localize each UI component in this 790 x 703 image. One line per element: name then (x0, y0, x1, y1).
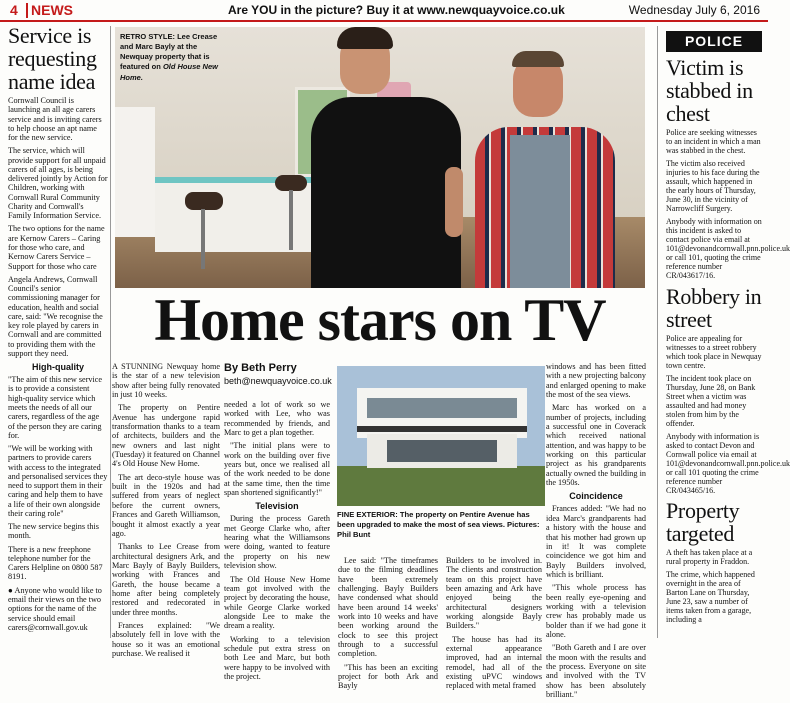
story-para: Thanks to Lee Crease from architectural designers Ark, and Marc Bayly of Bayly Builders, working with Frances and Gareth, the house became a home after being completely restored and redecorated in under three months. (112, 542, 220, 617)
left-para: Cornwall Council is launching an all age carers service and is inviting carers to help choose an apt name for the new service. (8, 96, 102, 143)
story-para: The property on Pentire Avenue has undergone rapid transformation thanks to a team of architects, builders and the new owners and last night (Tuesday) it featured on Channel 4's Old House New Home. (112, 403, 220, 469)
story-para: Lee said: "The timeframes due to the filming deadlines have been extremely challenging. Bayly Builders have condensed what should have been around 14 weeks' work into 10 weeks and have been working around the clock to see this project through to a successful completion. (338, 556, 438, 659)
left-headline: Service is requesting name idea (8, 23, 97, 94)
story-para: The house has had its external appearance improved, had an internal remodel, had all of the existing uPVC windows replaced with metal framed (446, 634, 542, 691)
police-para: Anybody with information is asked to contact Devon and Cornwall police via email at 101@devonandcornwall.pnn.police.uk or call 101 quoting the crime reference number CR/043465/16. (666, 431, 790, 495)
left-para: "The aim of this new service is to provide a consistent high-quality service which meets the needs of all our carers, regardless of the age of the person they are caring for. (8, 375, 103, 440)
column-rule (657, 26, 658, 638)
story-para: "The initial plans were to work on the building over five years but, once we realised all of the work needed to be done at the same time, then the time span shortened significantly!" (224, 441, 330, 498)
police-headline: Property targeted (666, 498, 740, 547)
police-para: Anybody with information on this incident is asked to contact police via email at 101@devonandcornwall.pnn.police.uk or call 101, quoting the crime reference number CR/043617/16. (666, 217, 790, 281)
story-para: A STUNNING Newquay home is the star of a new television show after being fully renovated in just 10 weeks. (112, 362, 220, 400)
left-para: There is a new freephone telephone number for the Carers Helpline on 0800 587 8191. (8, 544, 103, 582)
story-column (224, 400, 330, 685)
story-para: The art deco-style house was built in the 1920s and had suffered from years of neglect before the current owners, Frances and Gareth Williamson, bought it almost exactly a year ago. (112, 472, 220, 538)
story-para: "Both Gareth and I are over the moon with the results and the process. Everyone on site and involved with the TV show has been absolutely brilliant." (546, 643, 646, 699)
police-label: POLICE (666, 31, 762, 52)
left-story (8, 24, 108, 636)
story-column (338, 556, 438, 695)
story-para: "This whole process has been really eye-opening and working with a television crew has probably made us bolder than if we had gone it alone. (546, 583, 646, 639)
story-column (446, 556, 542, 695)
story-subhead: Coincidence (569, 491, 623, 502)
story-para: windows and has been fitted with a new projecting balcony and enlarged opening to make the most of the sea views. (546, 362, 646, 400)
issue-date: Wednesday July 6, 2016 (628, 3, 760, 17)
story-para: Frances added: "We had no idea Marc's grandparents had a history with the house and that his mother had grown up in it! It was complete coincidence we got him and Bayly Builders involved, which is brilliant. (546, 504, 646, 579)
police-para: A theft has taken place at a rural property in Fraddon. (666, 548, 753, 567)
police-para: The victim also received injuries to his face during the assault, which happened in the early hours of Thursday, June 30, in the vicinity of Narrowcliff Surgery. (666, 159, 760, 214)
police-para: Police are seeking witnesses to an incident in which a man was stabbed in the chest. (666, 128, 761, 156)
header-tagline: Are YOU in the picture? Buy it at www.newquayvoice.co.uk (228, 3, 565, 17)
left-para: "We will be working with partners to provide carers with access to the integrated and personalised services they need to support them in their caring and help them to have a life of their own alongside their caring role" (8, 444, 108, 518)
story-para: Builders to be involved in. The clients and construction team on this project have been amazing and Ark have enjoyed being the architectural designers working alongside Bayly Builders." (446, 556, 542, 631)
show-title: Old House New Home. (120, 62, 218, 82)
story-para: Working to a television schedule put extra stress on both Lee and Marc, but both were happy to be involved with the project. (224, 634, 330, 681)
story-para: During the process Gareth met George Clarke who, after hearing what the Williamsons were doing, wanted to feature the property on his new television show. (224, 514, 330, 571)
story-column (546, 362, 646, 703)
police-para: The incident took place on Thursday, June 28, on Bank Street when a victim was assaulted and had money stolen from him by the offender. (666, 373, 756, 428)
story-para: "This has been an exciting project for both Ark and Bayly (338, 662, 438, 691)
left-para: The service, which will provide support for all unpaid carers of all ages, is being delivered jointly by Action for Children, working with Cornwall Rural Community Charity and Cornwall's Family Information Service. (8, 146, 108, 221)
police-headline: Robbery in street (666, 283, 762, 332)
header-divider (26, 3, 28, 18)
police-column (666, 54, 790, 628)
byline-email[interactable]: beth@newquayvoice.co.uk (224, 376, 332, 386)
story-subhead: Television (255, 501, 299, 512)
section-label: NEWS (31, 2, 73, 18)
left-para: The new service begins this month. (8, 522, 99, 541)
police-para: Police are appealing for witnesses to a street robbery which took place in Newquay town centre. (666, 333, 762, 370)
house-photo (337, 366, 545, 506)
left-para: The two options for the name are Kernow Carers – Caring for those who care, and Kernow Carers Service – Support for those who care (8, 224, 105, 271)
left-para: Angela Andrews, Cornwall Council's senior commissioning manager for education, health and social care, said: "We recognise the key role played by carers in Cornwall and are committed to providing them with the support they need. (8, 274, 103, 358)
house-caption: FINE EXTERIOR: The property on Pentire Avenue has been upgraded to make the most of sea views. Pictures: Phil Bunt (337, 510, 540, 539)
main-headline: Home stars on TV (154, 287, 606, 353)
story-para: Frances explained: "We absolutely fell in love with the house so it was an emotional purchase. We realised it (112, 620, 220, 658)
page-number: 4 (10, 2, 18, 18)
story-column (112, 362, 220, 662)
police-headline: Victim is stabbed in chest (666, 55, 753, 126)
byline-name: By Beth Perry (224, 362, 297, 374)
story-para: The Old House New Home team got involved with the project by decorating the house, while George Clarke worked alongside Lee to make the dream a reality. (224, 574, 330, 631)
left-para: ● Anyone who would like to email their views on the two options for the name of the service should email carers@cornwall.gov.uk (8, 585, 102, 632)
story-para: Marc has worked on a number of projects, including a successful one in Coverack which received national attention, and was happy to be working on this particular project as his grandparents actually owned the building in the 1950s. (546, 403, 646, 488)
left-subhead: High-quality (32, 362, 84, 373)
story-para: needed a lot of work so we worked with Lee, who was recommended by friends, and Marc to get a plan together. (224, 400, 330, 438)
photo-caption: RETRO STYLE: Lee Crease and Marc Bayly at the Newquay property that is featured on Old House New Home. (120, 32, 218, 82)
police-para: The crime, which happened overnight in the area of Barton Lane on Thursday, June 23, saw a number of items taken from a garage, including a (666, 570, 755, 625)
